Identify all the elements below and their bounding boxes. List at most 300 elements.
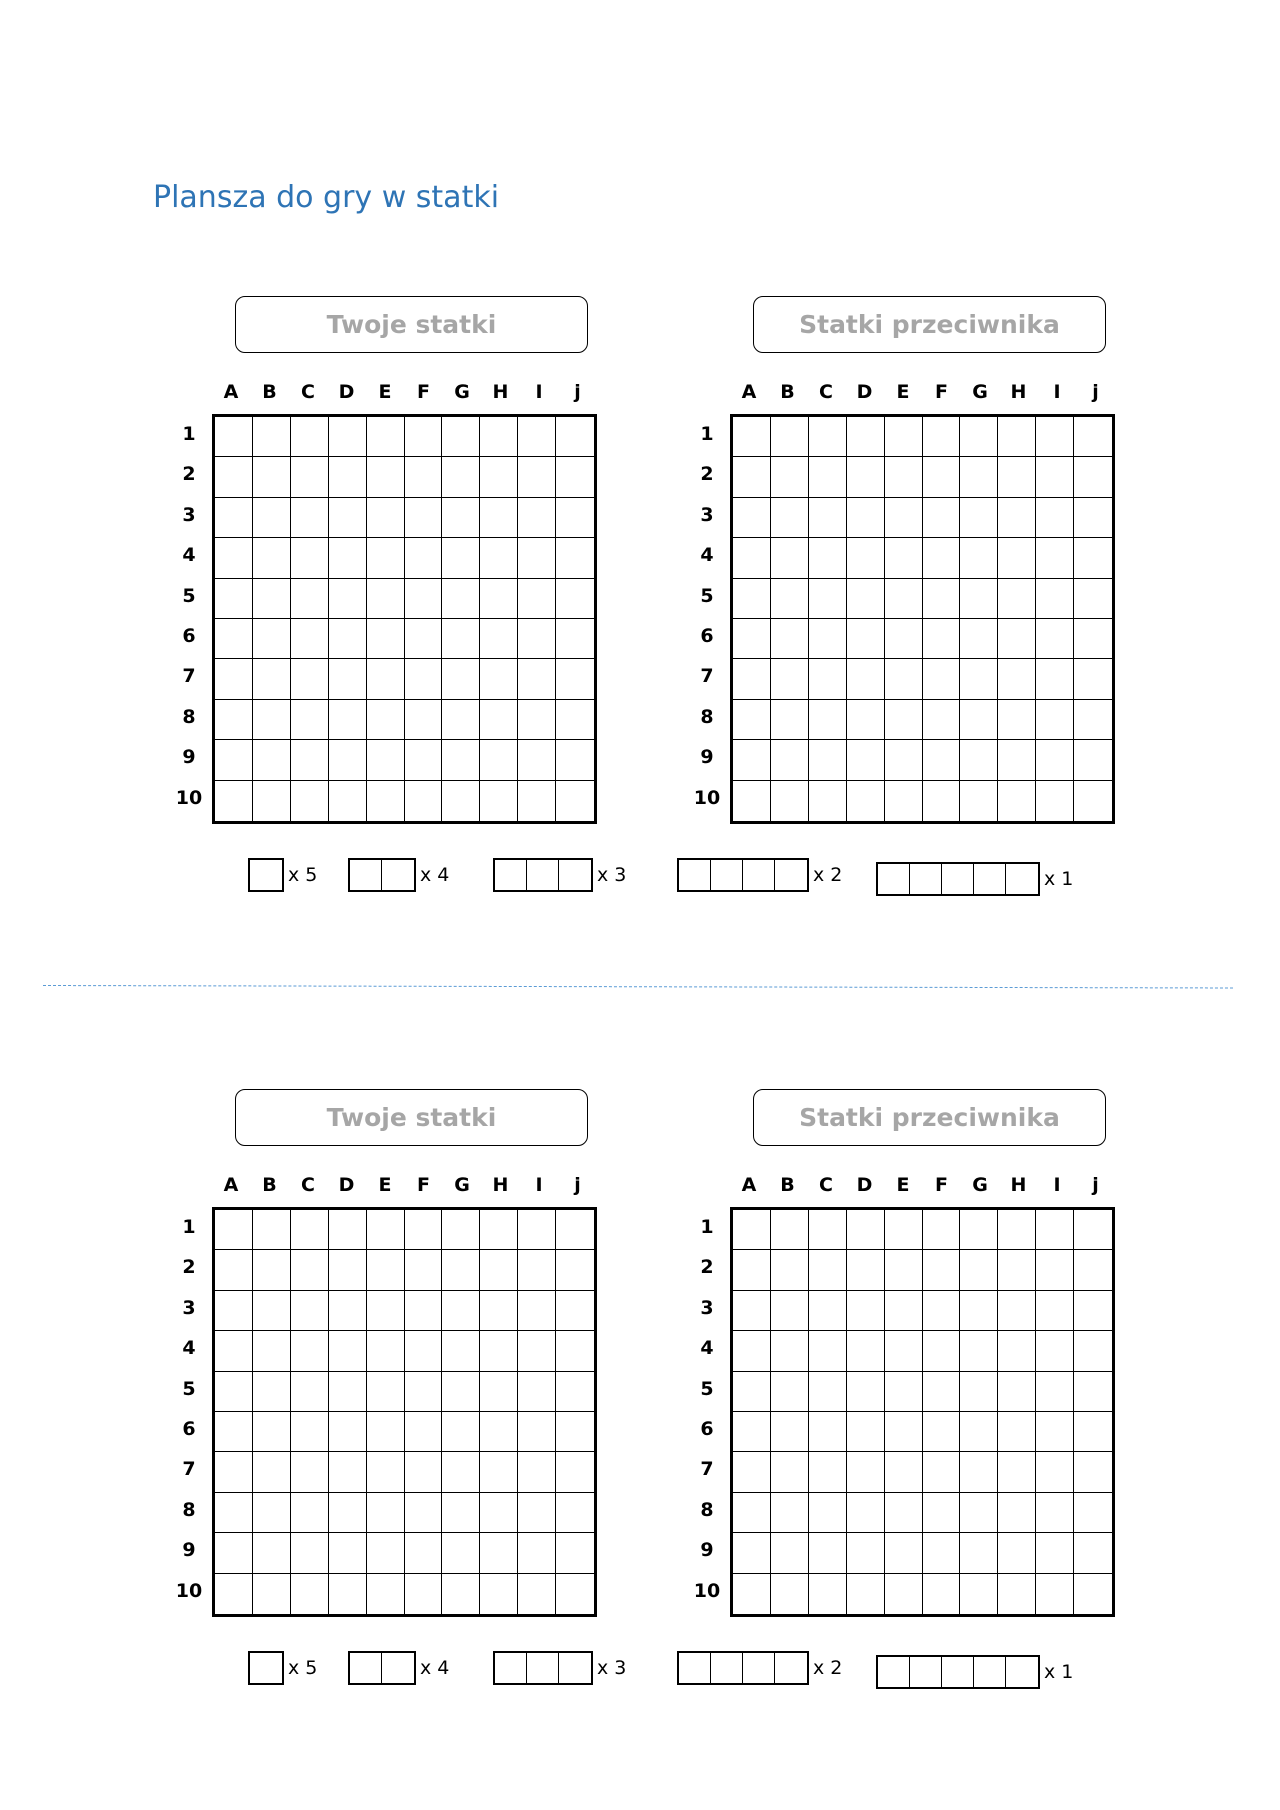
grid-cell[interactable] <box>442 619 480 659</box>
grid-cell[interactable] <box>847 659 885 699</box>
grid-cell[interactable] <box>809 619 847 659</box>
grid-cell[interactable] <box>405 1291 443 1331</box>
grid-cell[interactable] <box>215 1574 253 1614</box>
grid-cell[interactable] <box>253 619 291 659</box>
grid-cell[interactable] <box>556 1533 594 1573</box>
grid-cell[interactable] <box>960 1533 998 1573</box>
grid-cell[interactable] <box>518 1210 556 1250</box>
grid-cell[interactable] <box>405 781 443 821</box>
grid-cell[interactable] <box>809 417 847 457</box>
grid-cell[interactable] <box>556 1210 594 1250</box>
grid-cell[interactable] <box>885 498 923 538</box>
grid-cell[interactable] <box>480 1493 518 1533</box>
grid-cell[interactable] <box>809 1533 847 1573</box>
grid-cell[interactable] <box>556 1250 594 1290</box>
grid-cell[interactable] <box>923 1250 961 1290</box>
grid-cell[interactable] <box>215 538 253 578</box>
grid-cell[interactable] <box>518 579 556 619</box>
grid-cell[interactable] <box>923 781 961 821</box>
grid-cell[interactable] <box>733 619 771 659</box>
grid-cell[interactable] <box>733 659 771 699</box>
grid-cell[interactable] <box>733 1331 771 1371</box>
grid-cell[interactable] <box>442 1452 480 1492</box>
grid-cell[interactable] <box>809 538 847 578</box>
grid-cell[interactable] <box>1074 538 1112 578</box>
grid-cell[interactable] <box>329 1574 367 1614</box>
grid-cell[interactable] <box>847 1331 885 1371</box>
grid-cell[interactable] <box>405 740 443 780</box>
grid-cell[interactable] <box>442 740 480 780</box>
grid-cell[interactable] <box>960 1574 998 1614</box>
grid-cell[interactable] <box>1036 1574 1074 1614</box>
grid-cell[interactable] <box>1036 1210 1074 1250</box>
grid-cell[interactable] <box>847 1250 885 1290</box>
grid-cell[interactable] <box>733 1210 771 1250</box>
grid-cell[interactable] <box>405 457 443 497</box>
grid-cell[interactable] <box>405 417 443 457</box>
grid-cell[interactable] <box>405 538 443 578</box>
grid-cell[interactable] <box>771 579 809 619</box>
grid-cell[interactable] <box>518 1250 556 1290</box>
grid-cell[interactable] <box>405 1574 443 1614</box>
grid-cell[interactable] <box>960 1493 998 1533</box>
grid-cell[interactable] <box>367 1372 405 1412</box>
grid-cell[interactable] <box>998 1250 1036 1290</box>
grid-cell[interactable] <box>556 740 594 780</box>
grid-cell[interactable] <box>960 619 998 659</box>
grid-cell[interactable] <box>215 1250 253 1290</box>
grid-cell[interactable] <box>480 700 518 740</box>
grid-cell[interactable] <box>809 579 847 619</box>
grid-cell[interactable] <box>329 417 367 457</box>
grid-cell[interactable] <box>960 579 998 619</box>
grid-cell[interactable] <box>518 1291 556 1331</box>
grid-cell[interactable] <box>733 1372 771 1412</box>
grid-cell[interactable] <box>480 1250 518 1290</box>
grid-cell[interactable] <box>556 619 594 659</box>
grid-cell[interactable] <box>253 1412 291 1452</box>
grid-cell[interactable] <box>442 457 480 497</box>
grid-cell[interactable] <box>847 538 885 578</box>
grid-cell[interactable] <box>923 1493 961 1533</box>
grid-cell[interactable] <box>442 1372 480 1412</box>
grid-cell[interactable] <box>885 417 923 457</box>
grid-cell[interactable] <box>771 740 809 780</box>
grid-cell[interactable] <box>771 619 809 659</box>
grid-cell[interactable] <box>1036 700 1074 740</box>
grid-cell[interactable] <box>771 1493 809 1533</box>
grid-cell[interactable] <box>998 1533 1036 1573</box>
grid-cell[interactable] <box>480 781 518 821</box>
grid-cell[interactable] <box>960 1372 998 1412</box>
grid-cell[interactable] <box>518 1533 556 1573</box>
grid-cell[interactable] <box>771 498 809 538</box>
grid-cell[interactable] <box>847 1210 885 1250</box>
grid-cell[interactable] <box>367 1574 405 1614</box>
grid-cell[interactable] <box>367 700 405 740</box>
grid-cell[interactable] <box>885 579 923 619</box>
grid-cell[interactable] <box>291 498 329 538</box>
grid-cell[interactable] <box>518 417 556 457</box>
grid-cell[interactable] <box>923 498 961 538</box>
grid-cell[interactable] <box>291 740 329 780</box>
grid-cell[interactable] <box>442 1574 480 1614</box>
grid-cell[interactable] <box>923 1331 961 1371</box>
grid-cell[interactable] <box>291 781 329 821</box>
grid-cell[interactable] <box>885 1291 923 1331</box>
grid-cell[interactable] <box>367 579 405 619</box>
grid-cell[interactable] <box>1036 1493 1074 1533</box>
grid-cell[interactable] <box>923 1452 961 1492</box>
grid-cell[interactable] <box>215 619 253 659</box>
grid-cell[interactable] <box>847 781 885 821</box>
grid-cell[interactable] <box>1074 781 1112 821</box>
grid-cell[interactable] <box>215 417 253 457</box>
grid-cell[interactable] <box>442 700 480 740</box>
grid-cell[interactable] <box>253 538 291 578</box>
grid-cell[interactable] <box>367 417 405 457</box>
grid-cell[interactable] <box>1074 498 1112 538</box>
grid-cell[interactable] <box>847 1533 885 1573</box>
grid-cell[interactable] <box>885 1493 923 1533</box>
grid-cell[interactable] <box>215 781 253 821</box>
grid-cell[interactable] <box>253 1331 291 1371</box>
grid-cell[interactable] <box>518 1574 556 1614</box>
grid-cell[interactable] <box>809 740 847 780</box>
grid-cell[interactable] <box>885 1412 923 1452</box>
grid-cell[interactable] <box>960 700 998 740</box>
grid-cell[interactable] <box>329 1210 367 1250</box>
grid-cell[interactable] <box>215 498 253 538</box>
grid-cell[interactable] <box>480 498 518 538</box>
grid-cell[interactable] <box>1074 740 1112 780</box>
grid-cell[interactable] <box>1036 417 1074 457</box>
grid-cell[interactable] <box>405 659 443 699</box>
grid-cell[interactable] <box>556 417 594 457</box>
grid-cell[interactable] <box>253 740 291 780</box>
grid-cell[interactable] <box>291 1291 329 1331</box>
grid-cell[interactable] <box>885 1372 923 1412</box>
grid-cell[interactable] <box>518 740 556 780</box>
grid-cell[interactable] <box>556 1372 594 1412</box>
grid-cell[interactable] <box>329 700 367 740</box>
grid-cell[interactable] <box>998 1210 1036 1250</box>
grid-cell[interactable] <box>809 659 847 699</box>
grid-cell[interactable] <box>215 579 253 619</box>
grid-cell[interactable] <box>480 417 518 457</box>
grid-cell[interactable] <box>518 538 556 578</box>
grid-cell[interactable] <box>442 781 480 821</box>
grid-cell[interactable] <box>405 1533 443 1573</box>
grid-cell[interactable] <box>253 1210 291 1250</box>
grid-cell[interactable] <box>885 619 923 659</box>
grid-cell[interactable] <box>556 700 594 740</box>
grid-cell[interactable] <box>998 538 1036 578</box>
grid-cell[interactable] <box>518 781 556 821</box>
grid-cell[interactable] <box>215 1331 253 1371</box>
grid-cell[interactable] <box>733 1291 771 1331</box>
grid-cell[interactable] <box>215 1412 253 1452</box>
grid-cell[interactable] <box>847 579 885 619</box>
grid-cell[interactable] <box>480 619 518 659</box>
grid-cell[interactable] <box>923 1372 961 1412</box>
grid-cell[interactable] <box>1036 1250 1074 1290</box>
grid-cell[interactable] <box>1036 659 1074 699</box>
grid-cell[interactable] <box>556 659 594 699</box>
grid-cell[interactable] <box>367 781 405 821</box>
grid-cell[interactable] <box>847 498 885 538</box>
grid-cell[interactable] <box>998 1291 1036 1331</box>
grid-cell[interactable] <box>960 659 998 699</box>
grid-cell[interactable] <box>215 1533 253 1573</box>
grid-cell[interactable] <box>1036 781 1074 821</box>
grid-cell[interactable] <box>847 1372 885 1412</box>
grid-cell[interactable] <box>1036 1533 1074 1573</box>
grid-cell[interactable] <box>329 740 367 780</box>
grid-cell[interactable] <box>771 1533 809 1573</box>
grid-cell[interactable] <box>960 1210 998 1250</box>
grid-cell[interactable] <box>771 1210 809 1250</box>
grid-cell[interactable] <box>442 1533 480 1573</box>
grid-cell[interactable] <box>885 1250 923 1290</box>
grid-cell[interactable] <box>998 700 1036 740</box>
grid-cell[interactable] <box>329 1291 367 1331</box>
grid-cell[interactable] <box>1074 457 1112 497</box>
grid-cell[interactable] <box>733 1533 771 1573</box>
grid-cell[interactable] <box>405 1452 443 1492</box>
grid-cell[interactable] <box>405 1372 443 1412</box>
grid-cell[interactable] <box>960 538 998 578</box>
grid-cell[interactable] <box>329 1493 367 1533</box>
grid-cell[interactable] <box>1036 740 1074 780</box>
grid-cell[interactable] <box>1036 1372 1074 1412</box>
grid-cell[interactable] <box>960 498 998 538</box>
grid-cell[interactable] <box>923 1574 961 1614</box>
grid-cell[interactable] <box>1074 1493 1112 1533</box>
grid-cell[interactable] <box>1074 1250 1112 1290</box>
grid-cell[interactable] <box>405 700 443 740</box>
grid-cell[interactable] <box>733 457 771 497</box>
grid-cell[interactable] <box>367 619 405 659</box>
grid-cell[interactable] <box>1036 619 1074 659</box>
grid-cell[interactable] <box>923 1291 961 1331</box>
grid-cell[interactable] <box>998 457 1036 497</box>
grid-cell[interactable] <box>291 1412 329 1452</box>
grid-cell[interactable] <box>809 781 847 821</box>
grid-cell[interactable] <box>1074 579 1112 619</box>
grid-cell[interactable] <box>291 1574 329 1614</box>
grid-cell[interactable] <box>556 538 594 578</box>
grid-cell[interactable] <box>923 1412 961 1452</box>
grid-cell[interactable] <box>442 659 480 699</box>
grid-cell[interactable] <box>367 1291 405 1331</box>
grid-cell[interactable] <box>771 538 809 578</box>
grid-cell[interactable] <box>442 1331 480 1371</box>
grid-cell[interactable] <box>291 1331 329 1371</box>
grid-cell[interactable] <box>367 1210 405 1250</box>
grid-cell[interactable] <box>367 1452 405 1492</box>
grid-cell[interactable] <box>329 579 367 619</box>
grid-cell[interactable] <box>215 1291 253 1331</box>
grid-cell[interactable] <box>405 1210 443 1250</box>
grid-cell[interactable] <box>253 1250 291 1290</box>
grid-cell[interactable] <box>1074 659 1112 699</box>
grid-cell[interactable] <box>367 1250 405 1290</box>
grid-cell[interactable] <box>291 1250 329 1290</box>
grid-cell[interactable] <box>291 700 329 740</box>
grid-cell[interactable] <box>923 417 961 457</box>
grid-cell[interactable] <box>329 781 367 821</box>
grid-cell[interactable] <box>1074 1291 1112 1331</box>
grid-cell[interactable] <box>1036 538 1074 578</box>
grid-cell[interactable] <box>923 579 961 619</box>
grid-cell[interactable] <box>809 1574 847 1614</box>
grid-cell[interactable] <box>998 1452 1036 1492</box>
grid-cell[interactable] <box>923 538 961 578</box>
grid-cell[interactable] <box>442 417 480 457</box>
grid-cell[interactable] <box>556 579 594 619</box>
grid-cell[interactable] <box>367 659 405 699</box>
grid-cell[interactable] <box>518 700 556 740</box>
grid-cell[interactable] <box>253 579 291 619</box>
grid-cell[interactable] <box>480 1331 518 1371</box>
grid-cell[interactable] <box>733 700 771 740</box>
grid-cell[interactable] <box>1074 1210 1112 1250</box>
grid-cell[interactable] <box>1074 1331 1112 1371</box>
grid-cell[interactable] <box>405 498 443 538</box>
grid-cell[interactable] <box>405 1412 443 1452</box>
grid-cell[interactable] <box>960 1331 998 1371</box>
grid-cell[interactable] <box>291 417 329 457</box>
grid-cell[interactable] <box>405 619 443 659</box>
grid-cell[interactable] <box>291 659 329 699</box>
grid-cell[interactable] <box>733 1574 771 1614</box>
grid-cell[interactable] <box>998 498 1036 538</box>
grid-cell[interactable] <box>291 619 329 659</box>
grid-cell[interactable] <box>885 457 923 497</box>
grid-cell[interactable] <box>367 457 405 497</box>
grid-cell[interactable] <box>480 740 518 780</box>
grid-cell[interactable] <box>733 740 771 780</box>
grid-cell[interactable] <box>923 700 961 740</box>
grid-cell[interactable] <box>998 781 1036 821</box>
grid-cell[interactable] <box>480 1574 518 1614</box>
grid-cell[interactable] <box>480 1210 518 1250</box>
grid-cell[interactable] <box>771 1291 809 1331</box>
grid-cell[interactable] <box>809 1291 847 1331</box>
grid-cell[interactable] <box>923 1210 961 1250</box>
grid-cell[interactable] <box>1074 1533 1112 1573</box>
grid-cell[interactable] <box>733 579 771 619</box>
grid-cell[interactable] <box>960 1291 998 1331</box>
grid-cell[interactable] <box>442 1210 480 1250</box>
grid-cell[interactable] <box>253 700 291 740</box>
grid-cell[interactable] <box>809 1493 847 1533</box>
grid-cell[interactable] <box>253 1574 291 1614</box>
grid-cell[interactable] <box>923 1533 961 1573</box>
grid-cell[interactable] <box>215 457 253 497</box>
grid-cell[interactable] <box>1074 700 1112 740</box>
grid-cell[interactable] <box>923 659 961 699</box>
grid-cell[interactable] <box>367 1331 405 1371</box>
grid-cell[interactable] <box>518 1452 556 1492</box>
grid-cell[interactable] <box>809 700 847 740</box>
grid-cell[interactable] <box>998 740 1036 780</box>
grid-cell[interactable] <box>885 1533 923 1573</box>
grid-cell[interactable] <box>291 579 329 619</box>
grid-cell[interactable] <box>847 417 885 457</box>
grid-cell[interactable] <box>885 700 923 740</box>
grid-cell[interactable] <box>518 498 556 538</box>
grid-cell[interactable] <box>771 1452 809 1492</box>
grid-cell[interactable] <box>253 1493 291 1533</box>
grid-cell[interactable] <box>885 659 923 699</box>
grid-cell[interactable] <box>809 1372 847 1412</box>
grid-cell[interactable] <box>847 1412 885 1452</box>
grid-cell[interactable] <box>442 1493 480 1533</box>
grid-cell[interactable] <box>480 1372 518 1412</box>
grid-cell[interactable] <box>480 1452 518 1492</box>
grid-cell[interactable] <box>518 619 556 659</box>
grid-cell[interactable] <box>847 457 885 497</box>
grid-cell[interactable] <box>1036 579 1074 619</box>
grid-cell[interactable] <box>1074 619 1112 659</box>
grid-cell[interactable] <box>367 740 405 780</box>
grid-cell[interactable] <box>960 1452 998 1492</box>
grid-cell[interactable] <box>733 1250 771 1290</box>
grid-cell[interactable] <box>329 1412 367 1452</box>
grid-cell[interactable] <box>885 1210 923 1250</box>
grid-cell[interactable] <box>215 1372 253 1412</box>
grid-cell[interactable] <box>405 1250 443 1290</box>
grid-cell[interactable] <box>733 1493 771 1533</box>
grid-cell[interactable] <box>923 740 961 780</box>
grid-cell[interactable] <box>998 1493 1036 1533</box>
grid-cell[interactable] <box>518 1412 556 1452</box>
grid-cell[interactable] <box>556 1331 594 1371</box>
grid-cell[interactable] <box>291 1452 329 1492</box>
grid-cell[interactable] <box>329 619 367 659</box>
grid-cell[interactable] <box>556 1493 594 1533</box>
grid-cell[interactable] <box>733 538 771 578</box>
grid-cell[interactable] <box>329 457 367 497</box>
grid-cell[interactable] <box>253 417 291 457</box>
grid-cell[interactable] <box>442 1412 480 1452</box>
grid-cell[interactable] <box>847 1452 885 1492</box>
grid-cell[interactable] <box>1036 1331 1074 1371</box>
grid-cell[interactable] <box>518 1493 556 1533</box>
grid-cell[interactable] <box>998 417 1036 457</box>
grid-cell[interactable] <box>480 1291 518 1331</box>
grid-cell[interactable] <box>1074 1452 1112 1492</box>
grid-cell[interactable] <box>1036 498 1074 538</box>
grid-cell[interactable] <box>329 538 367 578</box>
grid-cell[interactable] <box>367 1412 405 1452</box>
grid-cell[interactable] <box>518 1372 556 1412</box>
grid-cell[interactable] <box>291 1533 329 1573</box>
grid-cell[interactable] <box>809 1210 847 1250</box>
grid-cell[interactable] <box>733 417 771 457</box>
grid-cell[interactable] <box>771 1250 809 1290</box>
grid-cell[interactable] <box>771 781 809 821</box>
grid-cell[interactable] <box>733 781 771 821</box>
grid-cell[interactable] <box>771 1331 809 1371</box>
grid-cell[interactable] <box>329 498 367 538</box>
grid-cell[interactable] <box>771 457 809 497</box>
grid-cell[interactable] <box>442 579 480 619</box>
grid-cell[interactable] <box>253 498 291 538</box>
grid-cell[interactable] <box>405 579 443 619</box>
